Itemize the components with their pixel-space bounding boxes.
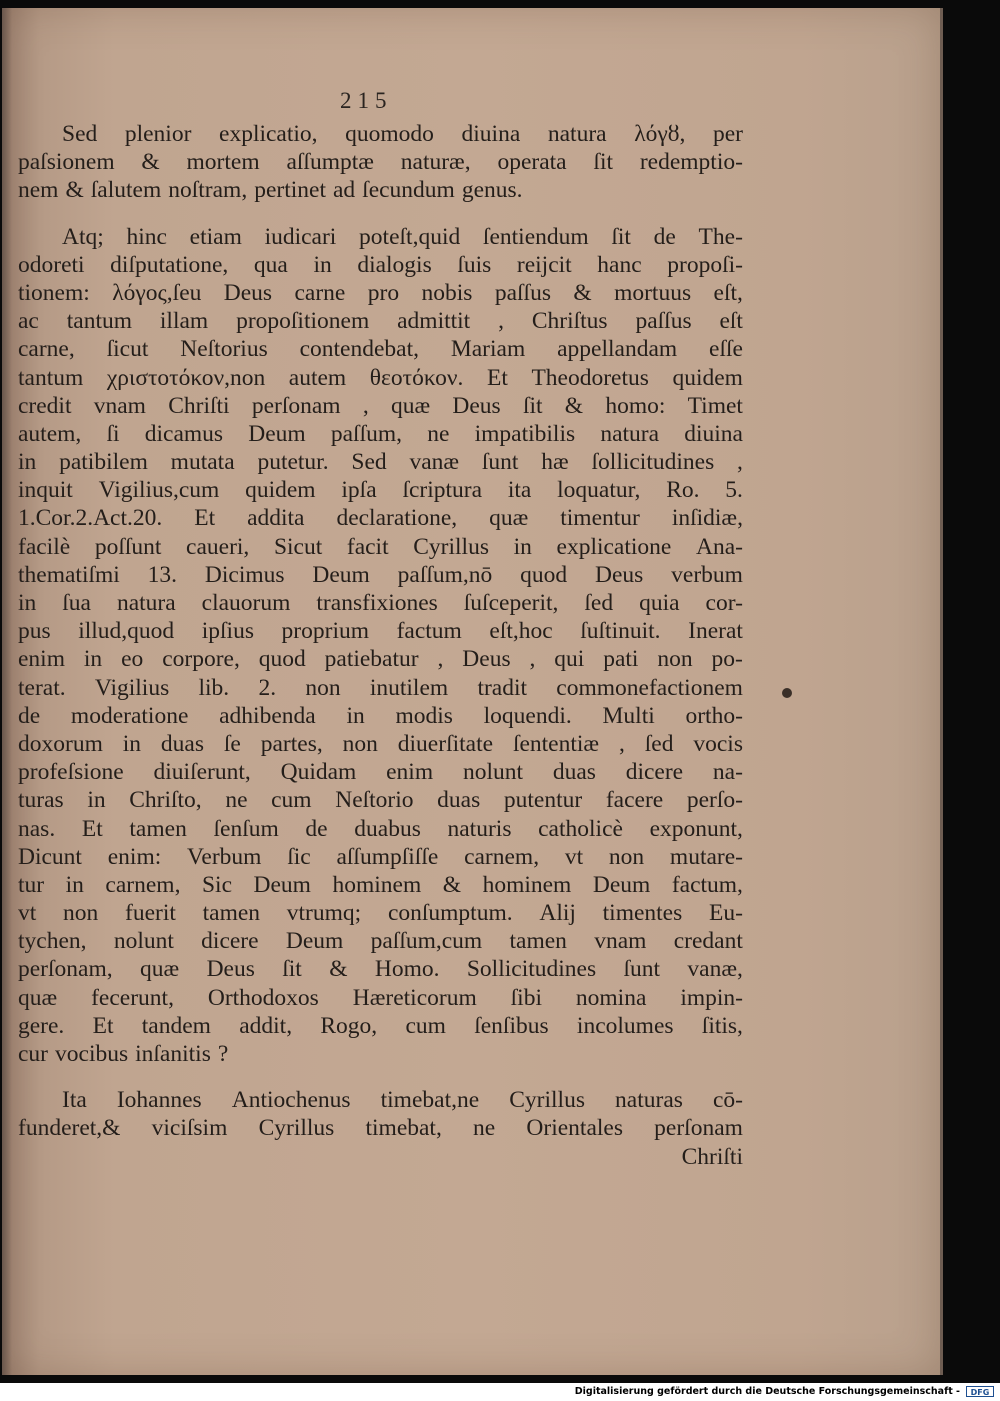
text-line: inquit Vigilius,cum quidem ipſa ſcriptura ita loquatur, Ro. 5.	[18, 477, 743, 504]
page-number: 215	[340, 88, 393, 113]
text-line: perſonam, quæ Deus ſit & Homo. Sollicitudines ſunt vanæ,	[18, 956, 743, 983]
text-line: de moderatione adhibenda in modis loquendi. Multi ortho-	[18, 702, 743, 729]
text-line: Ita Iohannes Antiochenus timebat,ne Cyrillus naturas cō-	[62, 1087, 743, 1114]
text-line: 1.Cor.2.Act.20. Et addita declaratione, quæ timentur inſidiæ,	[18, 505, 743, 532]
text-line: quæ fecerunt, Orthodoxos Hæreticorum ſibi nomina impin-	[18, 984, 743, 1011]
text-line: in patibilem mutata putetur. Sed vanæ ſunt hæ ſollicitudines ,	[18, 449, 743, 476]
text-line: facilè poſſunt caueri, Sicut facit Cyrillus in explicatione Ana-	[18, 533, 743, 560]
text-line: enim in eo corpore, quod patiebatur , Deus , qui pati non po-	[18, 646, 743, 673]
text-line: Atq; hinc etiam iudicari poteſt,quid ſentiendum ſit de The-	[62, 223, 743, 250]
paragraph-gap	[18, 1068, 743, 1086]
margin-ink-mark	[782, 688, 792, 698]
text-line: profeſsione diuiſerunt, Quidam enim nolunt duas dicere na-	[18, 759, 743, 786]
text-line: ac tantum illam propoſitionem admittit , Chriſtus paſſus eſt	[18, 308, 743, 335]
text-line: pus illud,quod ipſius proprium factum eſt,hoc ſuſtinuit. Inerat	[18, 618, 743, 645]
text-line: tionem: λόγος,ſeu Deus carne pro nobis paſſus & mortuus eſt,	[18, 279, 743, 306]
text-line: nem & ſalutem noſtram, pertinet ad ſecundum genus.	[18, 177, 523, 204]
text-line: tur in carnem, Sic Deum hominem & hominem Deum factum,	[18, 871, 743, 898]
text-line: vt non fuerit tamen vtrumq; conſumptum. Alij timentes Eu-	[18, 900, 743, 927]
text-line: gere. Et tandem addit, Rogo, cum ſenſibus incolumes ſitis,	[18, 1012, 743, 1039]
text-line: Dicunt enim: Verbum ſic aſſumpſiſſe carnem, vt non mutare-	[18, 843, 743, 870]
text-line: doxorum in duas ſe partes, non diuerſitate ſententiæ , ſed vocis	[18, 730, 743, 757]
footer-bar	[0, 1383, 1000, 1401]
text-line: autem, ſi dicamus Deum paſſum, ne impatibilis natura diuina	[18, 420, 743, 447]
text-line: paſsionem & mortem aſſumptæ naturæ, operata ſit redemptio-	[18, 149, 743, 176]
page-body-text	[18, 120, 743, 1171]
text-line: nas. Et tamen ſenſum de duabus naturis catholicè exponunt,	[18, 815, 743, 842]
text-line: thematiſmi 13. Dicimus Deum paſſum,nō quod Deus verbum	[18, 561, 743, 588]
text-line: odoreti diſputatione, qua in dialogis ſuis reijcit hanc propoſi-	[18, 251, 743, 278]
text-line: carne, ſicut Neſtorius contendebat, Mariam appellandam eſſe	[18, 336, 743, 363]
footer-credit: Digitalisierung gefördert durch die Deutsche Forschungsgemeinschaft -	[574, 1386, 960, 1397]
catchword: Chriſti	[681, 1143, 743, 1170]
text-line: turas in Chriſto, ne cum Neſtorio duas putentur facere perſo-	[18, 787, 743, 814]
text-line: in ſua natura clauorum transfixiones ſuſceperit, ſed quia cor-	[18, 590, 743, 616]
page-gutter-shadow	[2, 8, 12, 1375]
text-line: tychen, nolunt dicere Deum paſſum,cum tamen vnam credant	[18, 928, 743, 955]
text-line: tantum χριστοτόκον,non autem θεοτόκον. Et Theodoretus quidem	[18, 364, 743, 391]
text-line: Sed plenior explicatio, quomodo diuina natura λόγȣ, per	[62, 121, 743, 147]
text-line: funderet,& viciſsim Cyrillus timebat, ne Orientales perſonam	[18, 1115, 743, 1142]
paragraph-gap	[18, 205, 743, 223]
text-line: credit vnam Chriſti perſonam , quæ Deus ſit & homo: Timet	[18, 392, 743, 419]
dfg-logo-icon: DFG	[966, 1386, 994, 1397]
text-line: terat. Vigilius lib. 2. non inutilem tradit commonefactionem	[18, 674, 743, 701]
text-line: cur vocibus inſanitis ?	[18, 1041, 229, 1067]
